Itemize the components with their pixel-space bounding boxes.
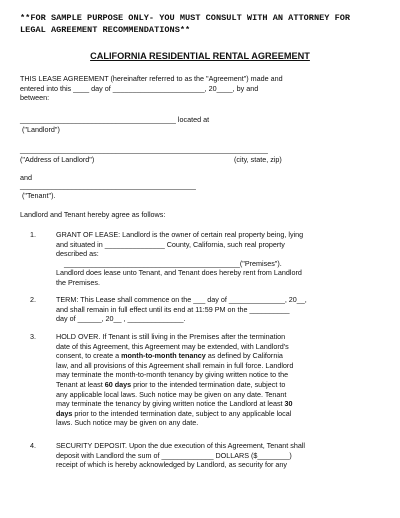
section-line: may terminate the tenancy by giving written notice the Landlord at least 30 <box>56 399 293 409</box>
section-line: TERM: This Lease shall commence on the ___ day of ______________, 20__, <box>56 295 307 304</box>
section-line: deposit with Landlord the sum of _____________ DOLLARS ($________) <box>56 450 292 460</box>
section-security-deposit <box>56 441 368 470</box>
document-title: CALIFORNIA RESIDENTIAL RENTAL AGREEMENT <box>90 51 310 61</box>
emphasized-term: 30 <box>284 399 293 409</box>
section-term <box>56 295 368 324</box>
agreement-lead-in: Landlord and Tenant hereby agree as follows: <box>20 210 166 219</box>
section-line: date of this Agreement, this Agreement may be extended, with Landlord's <box>56 341 289 351</box>
section-grant-of-lease <box>56 230 368 288</box>
city-state-zip-label: (city, state, zip) <box>234 155 282 164</box>
intro-line: THIS LEASE AGREEMENT (hereinafter referred to as the "Agreement") made and <box>20 74 283 83</box>
section-number: 1. <box>30 230 36 239</box>
landlord-address-label: ("Address of Landlord") <box>20 155 95 164</box>
section-line: described as: <box>56 249 99 259</box>
section-number: 4. <box>30 441 36 450</box>
section-number: 3. <box>30 332 36 341</box>
emphasized-term: month-to-month tenancy <box>121 351 206 361</box>
tenant-name-blank: ____________________________________________ <box>20 181 196 190</box>
intro-line: between: <box>20 93 50 103</box>
intro-paragraph <box>20 74 380 103</box>
section-line: HOLD OVER. If Tenant is still living in the Premises after the termination <box>56 332 286 341</box>
section-line: Tenant at least 60 days prior to the intended termination date, subject to <box>56 379 286 389</box>
and-text: and <box>20 173 32 182</box>
tenant-label: ("Tenant"). <box>22 191 56 200</box>
emphasized-term: days <box>56 408 73 418</box>
section-line: Landlord does lease unto Tenant, and Tenant does hereby rent from Landlord <box>56 268 302 278</box>
section-line: ____________________________________________("Premises"). <box>64 258 282 268</box>
section-line: consent, to create a month-to-month tenancy as defined by California <box>56 351 283 361</box>
section-line: SECURITY DEPOSIT. Upon the due execution of this Agreement, Tenant shall <box>56 441 306 450</box>
section-line: law, and all provisions of this Agreement shall remain in full force. Landlord <box>56 360 294 370</box>
landlord-address-blank: ______________________________________________________________ <box>20 145 268 154</box>
sample-disclaimer: **FOR SAMPLE PURPOSE ONLY- YOU MUST CONSULT WITH AN ATTORNEY FOR LEGAL AGREEMENT RECOMMENDATIONS** <box>20 13 356 35</box>
section-line: and situated in _______________ County, California, such real property <box>56 239 285 249</box>
section-line: and shall remain in full effect until its end at 11:59 PM on the __________ <box>56 304 290 314</box>
section-line: any applicable local laws. Such notice may be given on any date. Tenant <box>56 389 287 399</box>
section-line: receipt of which is hereby acknowledged by Landlord, as security for any <box>56 460 287 470</box>
section-hold-over <box>56 332 368 428</box>
section-line: may terminate the month-to-month tenancy by giving written notice to the <box>56 370 289 380</box>
section-number: 2. <box>30 295 36 304</box>
landlord-name-blank: _______________________________________ located at <box>20 115 210 124</box>
section-line: GRANT OF LEASE: Landlord is the owner of certain real property being, lying <box>56 230 304 239</box>
emphasized-term: 60 days <box>104 379 132 389</box>
section-line: the Premises. <box>56 277 100 287</box>
landlord-label: ("Landlord") <box>22 125 60 134</box>
section-line: laws. Such notice may be given on any date. <box>56 418 199 428</box>
section-line: days prior to the intended termination date, subject to any applicable local <box>56 408 292 418</box>
intro-line: entered into this ____ day of _______________________, 20____, by and <box>20 83 259 93</box>
section-line: day of ______, 20__ , ______________. <box>56 314 186 324</box>
